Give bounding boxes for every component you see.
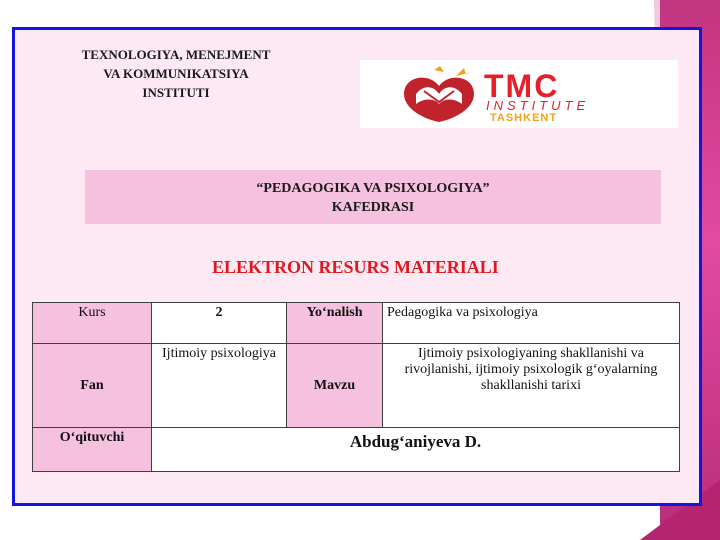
institute-line-2: VA KOMMUNIKATSIYA: [103, 66, 249, 81]
oqituvchi-label: O‘qituvchi: [33, 428, 152, 472]
department-name: “PEDAGOGIKA VA PSIXOLOGIYA”: [256, 181, 490, 196]
logo-wordmark: [484, 68, 590, 124]
info-table: [32, 302, 680, 472]
kurs-label: Kurs: [33, 303, 152, 344]
fan-value: Ijtimoiy psixologiya: [152, 344, 287, 428]
table-row: [33, 428, 680, 472]
department-banner: [85, 170, 661, 224]
mavzu-label: Mavzu: [287, 344, 383, 428]
institute-name: [56, 45, 296, 102]
oqituvchi-value: Abdug‘aniyeva D.: [152, 428, 680, 472]
fan-label: Fan: [33, 344, 152, 428]
yonalish-label: Yo‘nalish: [287, 303, 383, 344]
mavzu-value: Ijtimoiy psixologiyaning shakllanishi va rivojlanishi, ijtimoiy psixologik g‘oyalarning shakllanishi tarixi: [383, 344, 680, 428]
logo-city: TASHKENT: [490, 112, 558, 124]
table-row: [33, 344, 680, 428]
page-title: ELEKTRON RESURS MATERIALI: [212, 257, 499, 277]
institute-line-1: TEXNOLOGIYA, MENEJMENT: [81, 47, 271, 62]
logo-brand: TMC: [484, 68, 560, 104]
kurs-value: 2: [152, 303, 287, 344]
table-row: [33, 303, 680, 344]
yonalish-value: Pedagogika va psixologiya: [383, 303, 680, 344]
tmc-logo: [360, 60, 678, 128]
institute-line-3: INSTITUTI: [142, 85, 210, 100]
logo-institute: INSTITUTE: [486, 98, 590, 113]
department-label: KAFEDRASI: [331, 200, 415, 215]
logo-emblem-icon: [394, 64, 484, 124]
